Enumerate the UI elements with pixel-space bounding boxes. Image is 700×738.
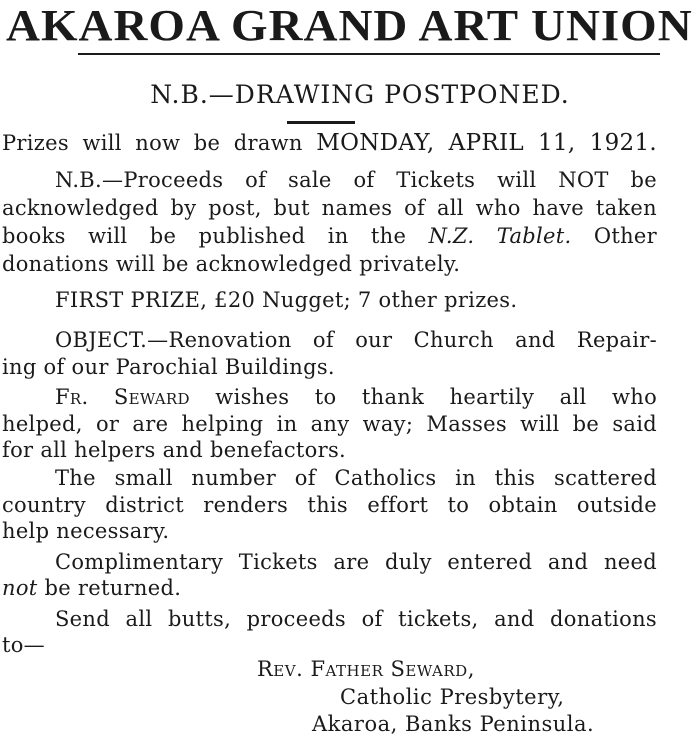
thanks-line-1 — [55, 384, 657, 411]
object-line-2: ing of our Parochial Buildings. — [2, 355, 335, 379]
page-title: AKAROA GRAND ART UNION — [6, 0, 693, 51]
first-prize-line: FIRST PRIZE, £20 Nugget; 7 other prizes. — [55, 288, 518, 312]
signature-name: Rev. Father Seward, — [257, 657, 475, 681]
thanks-line-1-rest: wishes to thank heartily all who — [189, 385, 658, 409]
send-line-2: to— — [2, 633, 45, 657]
catholics-line-2: country district renders this effort to obtain outside — [2, 493, 657, 517]
subheading: N.B.—DRAWING POSTPONED. — [150, 80, 570, 109]
nb-proceeds-line-3 — [2, 223, 657, 250]
complimentary-line-2 — [2, 575, 181, 602]
title-underline — [78, 53, 660, 55]
catholics-line-1: The small number of Catholics in this scattered — [55, 466, 657, 490]
nb-proceeds-line-3-suffix: Other — [571, 224, 657, 248]
priest-name: Fr. Seward — [55, 385, 190, 409]
signature-address: Akaroa, Banks Peninsula. — [312, 712, 595, 736]
complimentary-line-1: Complimentary Tickets are duly entered and need — [55, 550, 657, 574]
nb-proceeds-line-4: donations will be acknowledged privately. — [2, 252, 461, 276]
thanks-line-2: helped, or are helping in any way; Masses will be said — [2, 412, 657, 436]
section-divider — [287, 121, 355, 124]
complimentary-line-2-italic: not — [2, 576, 38, 600]
nb-proceeds-line-3-prefix: books will be published in the — [2, 224, 429, 248]
nb-proceeds-line-1: N.B.—Proceeds of sale of Tickets will NOT be — [55, 168, 657, 192]
publication-name: N.Z. Tablet. — [428, 224, 572, 248]
complimentary-line-2-rest: be returned. — [37, 576, 182, 600]
object-line-1: OBJECT.—Renovation of our Church and Repair- — [55, 328, 657, 352]
prizes-date-line — [2, 130, 657, 157]
nb-proceeds-line-2: acknowledged by post, but names of all who have taken — [2, 196, 657, 220]
prizes-date-prefix: Prizes will now be drawn — [2, 131, 317, 155]
prizes-date-value: MONDAY, APRIL 11, 1921. — [316, 130, 657, 156]
catholics-line-3: help necessary. — [2, 519, 170, 543]
signature-place: Catholic Presbytery, — [340, 685, 565, 709]
send-line-1: Send all butts, proceeds of tickets, and donations — [55, 607, 657, 631]
thanks-line-3: for all helpers and benefactors. — [2, 438, 346, 462]
